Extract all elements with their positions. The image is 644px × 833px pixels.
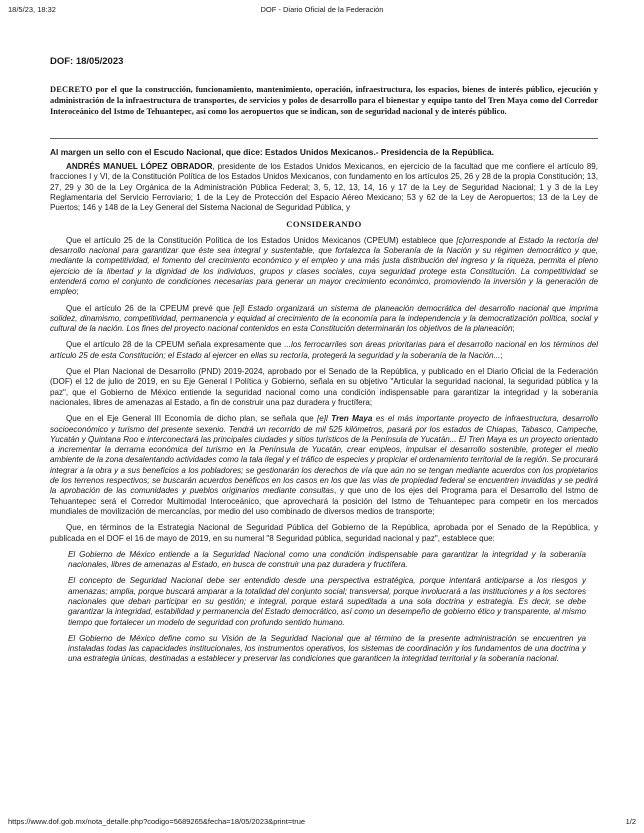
- print-footer: [8, 817, 636, 827]
- considerando-heading: CONSIDERANDO: [286, 219, 362, 230]
- p3-a: Que el artículo 28 de la CPEUM señala expresamente que: [66, 340, 285, 350]
- p5-a: Que en el Eje General III Economía de dicho plan, se señala que: [66, 414, 318, 424]
- president-name: ANDRÉS MANUEL LÓPEZ OBRADOR: [66, 162, 213, 171]
- print-date: 18/5/23, 18:32: [8, 5, 56, 14]
- p1-a: Que el artículo 25 de la Constitución Política de los Estados Unidos Mexicanos (CPEUM) establece que: [66, 235, 457, 245]
- p5-b: [e]l: [317, 414, 332, 424]
- margin-note: Al margen un sello con el Escudo Nacional, que dice: Estados Unidos Mexicanos.- Presidencia de la República.: [50, 147, 494, 157]
- p3-c: ;: [500, 350, 503, 360]
- print-header: [8, 5, 636, 15]
- p2-quote: [e]l Estado organizará un sistema de planeación democrática del desarrollo nacional que imprima solidez, dinamismo, competitividad, permanencia y equidad al crecimiento de la economía para la independencia y la democratización política, social y cultural de la nación. Los fines del proyecto nacional contenidos en esta Constitución determinarán los objetivos de la planeación: [50, 303, 598, 334]
- page-number: 1/2: [625, 817, 636, 826]
- print-title: DOF - Diario Oficial de la Federación: [260, 5, 384, 14]
- p2-a: Que el artículo 26 de la CPEUM prevé que: [66, 303, 234, 313]
- paragraph-eje3: [50, 414, 598, 517]
- p1-quote: [c]orresponde al Estado la rectoría del desarrollo nacional para garantizar que éste sea integral y sustentable, que fortalezca la Soberanía de la Nación y su régimen democrático y que, mediante la competitividad, el fomento del crecimiento económico y el empleo y una más justa distribución del ingreso y la riqueza, permita el pleno ejercicio de la libertad y la dignidad de los individuos, grupos y clases sociales, cuya seguridad protege esta Constitución. La competitividad se entenderá como el conjunto de condiciones necesarias para generar un mayor crecimiento económico, promoviendo la inversión y la generación de empleo: [50, 235, 598, 297]
- intro-text: , presidente de los Estados Unidos Mexicanos, en ejercicio de la facultad que me confiere el artículo 89, fracciones I y VI, de la Constitución Política de los Estados Unidos Mexicanos, con fundamento en los artículos 25, 26 y 28 de la propia Constitución; 13, 27, 29 y 30 de la Ley Orgánica de la Administración Pública Federal; 3, 5, 12, 13, 14, 16 y 17 de la Ley de Seguridad Nacional; 1 y 3 de la Ley Reglamentaria del Servicio Ferroviario; 1 de la Ley de Protección del Espacio Aéreo Mexicano; 53 y 62 de la Ley de Aeropuertos; 13 de la Ley de Puertos; 146 y 148 de la Ley General del Sistema Nacional de Seguridad Pública, y: [50, 162, 598, 213]
- p5-d: , y que uno de los ejes del Programa para el Desarrollo del Istmo de Tehuantepec será el Corredor Multimodal Interoceánico, que aprovechará la posición del Istmo de Tehuantepec para competir en los mercados mundiales de movilización de mercancías, por medio del uso combinado de diversos medios de transporte;: [50, 486, 598, 516]
- p1-c: ;: [76, 287, 79, 297]
- quote-3: El Gobierno de México define como su Visión de la Seguridad Nacional que al término de la presente administración se encuentren ya instaladas todas las capacidades institucionales, los instrumentos operativos, los sistemas de coordinación y los fundamentos de una doctrina y una estrategia únicas, destinadas a establecer y preservar las condiciones que garanticen la integridad territorial y la soberanía nacional.: [68, 633, 586, 664]
- paragraph-estrategia: Que, en términos de la Estrategia Nacional de Seguridad Pública del Gobierno de la República, aprobada por el Senado de la República, y publicada en el DOF el 16 de mayo de 2019, en su numeral "8 Seguridad pública, seguridad nacional y paz", establece que:: [50, 523, 598, 543]
- paragraph-art28: [50, 340, 598, 361]
- print-url: https://www.dof.gob.mx/nota_detalle.php?codigo=5689265&fecha=18/05/2023&print=true: [8, 817, 306, 826]
- paragraph-art26: [50, 304, 598, 335]
- paragraph-pnd: Que el Plan Nacional de Desarrollo (PND) 2019-2024, aprobado por el Senado de la República, y publicado en el Diario Oficial de la Federación (DOF) el 12 de julio de 2019, en su Eje General I Política y Gobierno, señala en su objetivo "Articular la seguridad nacional, la seguridad pública y la paz", que el Gobierno de México entiende la seguridad nacional como una condición indispensable para garantizar la integridad y la soberanía nacionales, libres de amenazas al Estado, a fin de construir una paz duradera y fructífera;: [50, 367, 598, 407]
- dof-date: DOF: 18/05/2023: [50, 56, 124, 67]
- decreto-text: por el que la construcción, funcionamiento, mantenimiento, operación, infraestructura, los espacios, bienes de interés público, ejecución y administración de la infraestructura de transportes, de servicios y polos de desarrollo para el bienestar y equipo tanto del Tren Maya como del Corredor Interoceánico del Istmo de Tehuantepec, así como los aeropuertos que se indican, son de seguridad nacional y de interés público.: [50, 85, 598, 116]
- paragraph-art25: [50, 236, 598, 298]
- quote-1: El Gobierno de México entiende a la Seguridad Nacional como una condición indispensable para garantizar la integridad y la soberanía nacionales, libres de amenazas al Estado, en busca de construir una paz duradera y fructífera.: [68, 549, 586, 570]
- p3-quote: ...los ferrocarriles son áreas prioritarias para el desarrollo nacional en los términos del artículo 25 de esta Constitución; el Estado al ejercer en ellas su rectoría, protegerá la seguridad y la soberanía de la Nación...: [50, 340, 598, 360]
- document-body: [50, 162, 598, 671]
- divider: [50, 138, 598, 139]
- p2-c: ;: [512, 324, 515, 334]
- decreto-title: [50, 84, 598, 117]
- decreto-lead: DECRETO: [50, 85, 93, 94]
- intro-paragraph: [50, 162, 598, 213]
- quote-2: El concepto de Seguridad Nacional debe ser entendido desde una perspectiva estratégica, porque intentará anticiparse a los riesgos y amenazas; amplia, porque buscará amparar a la totalidad del conjunto social; transversal, porque involucrará a las instituciones y a los sectores nacionales que deban participar en su gestión; e integral, porque estará supeditada a una sola doctrina y estrategia. Es decir, se debe garantizar la integridad, estabilidad y permanencia del Estado democrático, así como un desempeño de gobierno ético y transparente, al mismo tiempo que fortalecer un modelo de seguridad con profundo sentido humano.: [68, 576, 586, 627]
- p5-tren-maya: Tren Maya: [331, 414, 373, 424]
- p5-quote: es el más importante proyecto de infraestructura, desarrollo socioeconómico y turismo del presente sexenio. Tendrá un recorrido de mil 525 kilómetros, pasará por los estados de Chiapas, Tabasco, Campeche, Yucatán y Quintana Roo e interconectará las principales ciudades y sitios turísticos de la Península de Yucatán... El Tren Maya es un proyecto orientado a incrementar la derrama económica del turismo en la Península de Yucatán, crear empleos, impulsar el desarrollo sostenible, proteger el medio ambiente de la zona desalentando actividades como la tala ilegal y el tráfico de especies y propiciar el ordenamiento territorial de la región. Se procurará integrar a la obra y a sus beneficios a los pobladores; se gestionarán los derechos de vía que aún no se tengan mediante acuerdos con los propietarios de los terrenos respectivos; se buscarán acuerdos benéficos en los casos en los que las vías de propiedad federal se encuentren invadidas y se pedirá la aprobación de las comunidades y pueblos originarios mediante consultas: [50, 414, 599, 496]
